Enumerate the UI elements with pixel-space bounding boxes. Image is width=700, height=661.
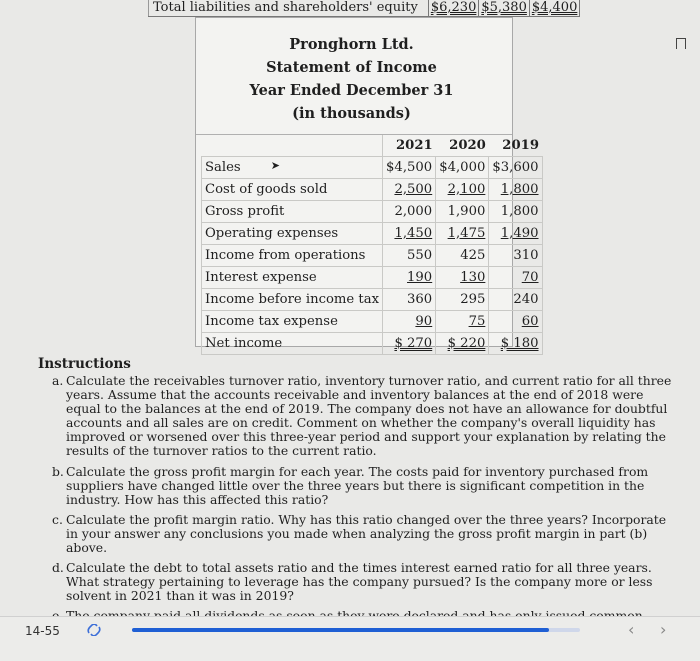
- progress-bar[interactable]: [132, 628, 580, 632]
- row-label: Sales: [205, 159, 241, 175]
- row-label: Income tax expense: [202, 311, 383, 333]
- company-name: Pronghorn Ltd.: [289, 36, 414, 53]
- page-id: 14-55: [25, 624, 60, 638]
- table-row-net-income: [202, 333, 543, 355]
- statement-title: Statement of Income: [266, 59, 437, 76]
- table-row-income-tax-expense: [202, 311, 543, 333]
- year-header: 2020: [449, 137, 486, 153]
- cell-value: 550: [383, 245, 436, 267]
- cell-value: $4,500: [383, 157, 436, 179]
- statement-units: (in thousands): [292, 105, 411, 122]
- row-label: Income before income tax: [202, 289, 383, 311]
- cell-value: 2,100: [436, 179, 489, 201]
- table-row-income-from-operations: [202, 245, 543, 267]
- cell-value: 130: [436, 267, 489, 289]
- cell-value: 2,000: [383, 201, 436, 223]
- row-label: Operating expenses: [202, 223, 383, 245]
- row-label: Net income: [202, 333, 383, 355]
- row-label: Income from operations: [202, 245, 383, 267]
- chevron-left-icon[interactable]: ‹: [628, 620, 635, 639]
- row-label: Cost of goods sold: [202, 179, 383, 201]
- table-row-operating-expenses: [202, 223, 543, 245]
- item-text: Calculate the receivables turnover ratio, inventory turnover ratio, and current ratio for all three years. Assume that the accounts receivable and inventory balances at the end of 2018 were equal to the balances at the end of 2019. The company does not have an allowance for doubtful accounts and all sales are on credit. Comment on whether the company's overall liquidity has improved or worsened over this three-year period and support your explanation by relating the results of the turnover ratios to the current ratio.: [66, 373, 672, 459]
- income-statement-panel: [195, 17, 540, 351]
- cell-value: $ 270: [383, 333, 436, 355]
- cell-value: 1,800: [489, 201, 542, 223]
- cell-value: 295: [436, 289, 489, 311]
- cell-value: 2,500: [383, 179, 436, 201]
- bookmark-icon[interactable]: [676, 38, 686, 49]
- bottom-toolbar: [0, 616, 700, 661]
- item-text: Calculate the gross profit margin for each year. The costs paid for inventory purchased from suppliers have changed little over the three years but there is significant competition in the industry. How has this affected this ratio?: [66, 463, 649, 507]
- table-row-sales: [202, 157, 543, 179]
- chevron-right-icon[interactable]: ›: [660, 620, 667, 639]
- totals-label: Total liabilities and shareholders' equity: [148, 0, 429, 16]
- cell-value: 360: [383, 289, 436, 311]
- cell-value: 1,475: [436, 223, 489, 245]
- list-item: [52, 374, 678, 459]
- year-header-row: [202, 135, 543, 157]
- mouse-cursor-icon: ➤: [270, 158, 280, 172]
- table-row-interest-expense: [202, 267, 543, 289]
- item-text: Calculate the profit margin ratio. Why has this ratio changed over the three years? Incorporate in your answer any conclusions you made when analyzing the gross profit margin in part (b) above.: [66, 511, 667, 556]
- item-text: Calculate the debt to total assets ratio and the times interest earned ratio for all three years. What strategy pertaining to leverage has the company pursued? Is the company more or less solvent in 2021 than it was in 2019?: [66, 560, 653, 604]
- cell-value: $ 220: [436, 333, 489, 355]
- cell-value: 425: [436, 245, 489, 267]
- cell-value: 1,900: [436, 201, 489, 223]
- instructions-heading: Instructions: [38, 356, 131, 372]
- list-item: [52, 513, 678, 555]
- item-letter: d.: [52, 560, 64, 576]
- cell-value: $3,600: [489, 157, 542, 179]
- cell-value: 75: [436, 311, 489, 333]
- totals-value: $5,380: [479, 0, 530, 16]
- cell-value: 1,800: [489, 179, 542, 201]
- header-blank-cell: [202, 135, 383, 157]
- cell-value: 1,490: [489, 223, 542, 245]
- cell-value: 60: [489, 311, 542, 333]
- item-letter: b.: [52, 463, 64, 479]
- cell-value: 190: [383, 267, 436, 289]
- table-row-income-before-tax: [202, 289, 543, 311]
- cell-value: 90: [383, 311, 436, 333]
- statement-period: Year Ended December 31: [249, 82, 454, 99]
- cell-value: 1,450: [383, 223, 436, 245]
- item-letter: c.: [52, 511, 63, 527]
- row-label: Gross profit: [202, 201, 383, 223]
- statement-heading: [191, 33, 512, 125]
- year-header: 2019: [502, 137, 540, 153]
- link-icon[interactable]: [87, 624, 101, 640]
- table-row-cogs: [202, 179, 543, 201]
- year-header: 2021: [395, 137, 433, 153]
- top-strip-totals-row: [148, 0, 580, 17]
- table-row-gross-profit: [202, 201, 543, 223]
- cell-value: 70: [489, 267, 542, 289]
- row-label: Interest expense: [202, 267, 383, 289]
- income-statement-table: [201, 135, 543, 355]
- cell-value: $ 180: [489, 333, 542, 355]
- progress-fill: [132, 628, 549, 632]
- totals-value: $4,400: [530, 0, 581, 16]
- list-item: [52, 465, 678, 507]
- item-letter: a.: [52, 373, 64, 388]
- cell-value: 310: [489, 245, 542, 267]
- cell-value: $4,000: [436, 157, 489, 179]
- cell-value: 240: [489, 289, 542, 311]
- list-item: [52, 561, 678, 603]
- totals-value: $6,230: [429, 0, 480, 16]
